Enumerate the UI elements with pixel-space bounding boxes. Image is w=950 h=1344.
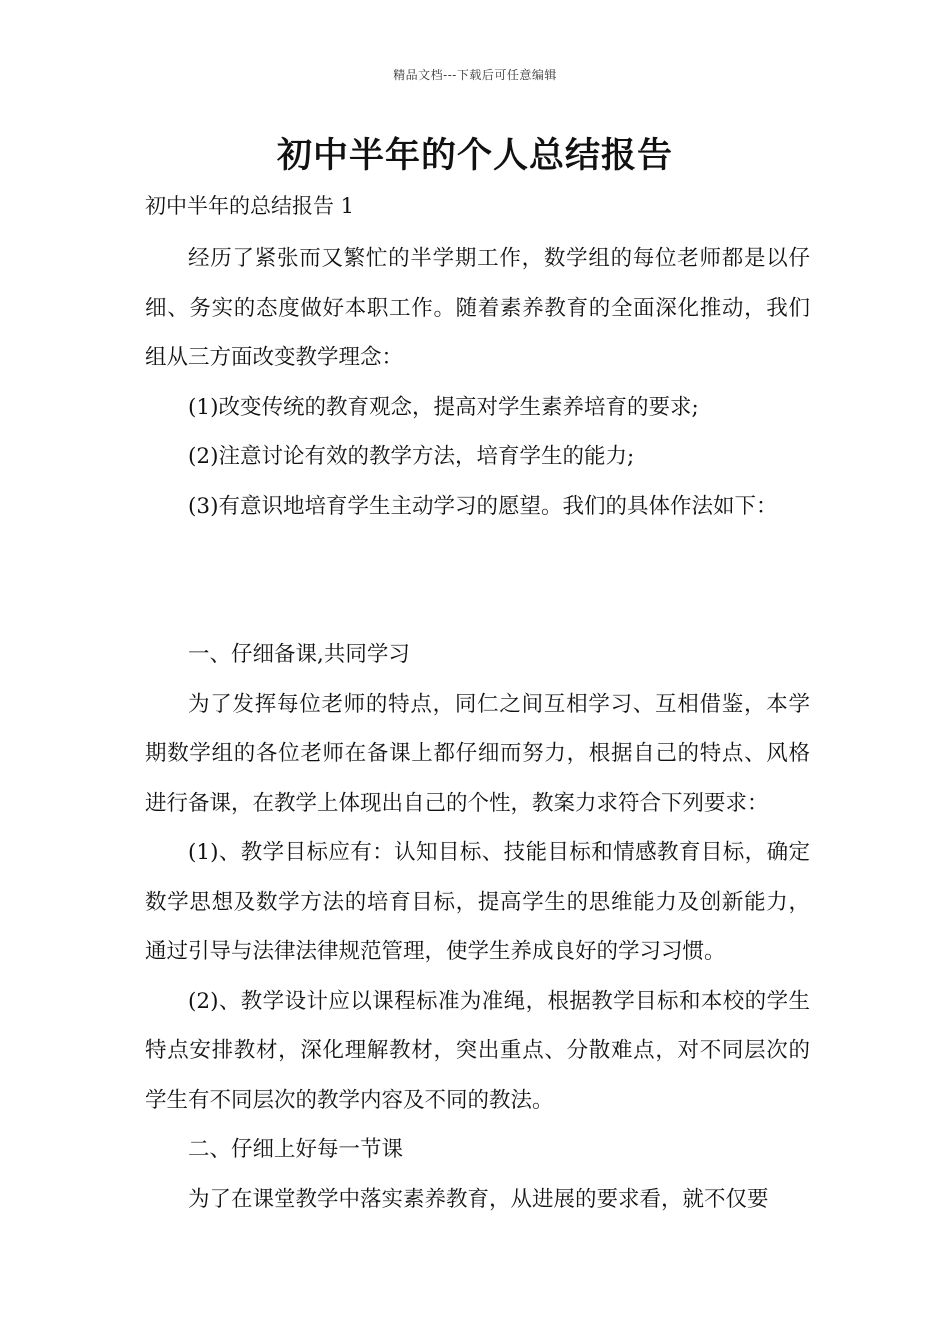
paragraph-intro: 经历了紧张而又繁忙的半学期工作，数学组的每位老师都是以仔细、务实的态度做好本职工作。随着素养教育的全面深化推动，我们组从三方面改变教学理念：: [145, 246, 810, 370]
document-subtitle: 初中半年的总结报告 1: [145, 194, 355, 218]
document-body: [145, 234, 810, 1224]
paragraph-point-3: (3)有意识地培育学生主动学习的愿望。我们的具体作法如下：: [188, 493, 778, 519]
paragraph-section-1: 为了发挥每位老师的特点，同仁之间互相学习、互相借鉴，本学期数学组的各位老师在备课上都仔细而努力，根据自己的特点、风格进行备课，在教学上体现出自己的个性，教案力求符合下列要求：: [145, 691, 810, 816]
paragraph-section-2: 为了在课堂教学中落实素养教育，从进展的要求看，就不仅要: [188, 1186, 769, 1212]
document-title: 初中半年的个人总结报告: [276, 135, 673, 176]
paragraph-item-2: (2)、教学设计应以课程标准为准绳，根据教学目标和本校的学生特点安排教材，深化理解教材，突出重点、分散难点，对不同层次的学生有不同层次的教学内容及不同的教法。: [145, 988, 810, 1113]
blank-spacer: [145, 531, 810, 630]
paragraph-item-1: (1)、教学目标应有：认知目标、技能目标和情感教育目标，确定数学思想及数学方法的培育目标，提高学生的思维能力及创新能力，通过引导与法律法律规范管理，使学生养成良好的学习习惯。: [145, 840, 810, 964]
header-note: 精品文档---下载后可任意编辑: [393, 68, 557, 82]
paragraph-point-2: (2)注意讨论有效的教学方法，培育学生的能力;: [188, 444, 635, 469]
section-heading-1: 一、仔细备课,共同学习: [188, 642, 410, 667]
section-heading-2: 二、仔细上好每一节课: [188, 1137, 404, 1162]
paragraph-point-1: (1)改变传统的教育观念，提高对学生素养培育的要求;: [188, 394, 699, 420]
